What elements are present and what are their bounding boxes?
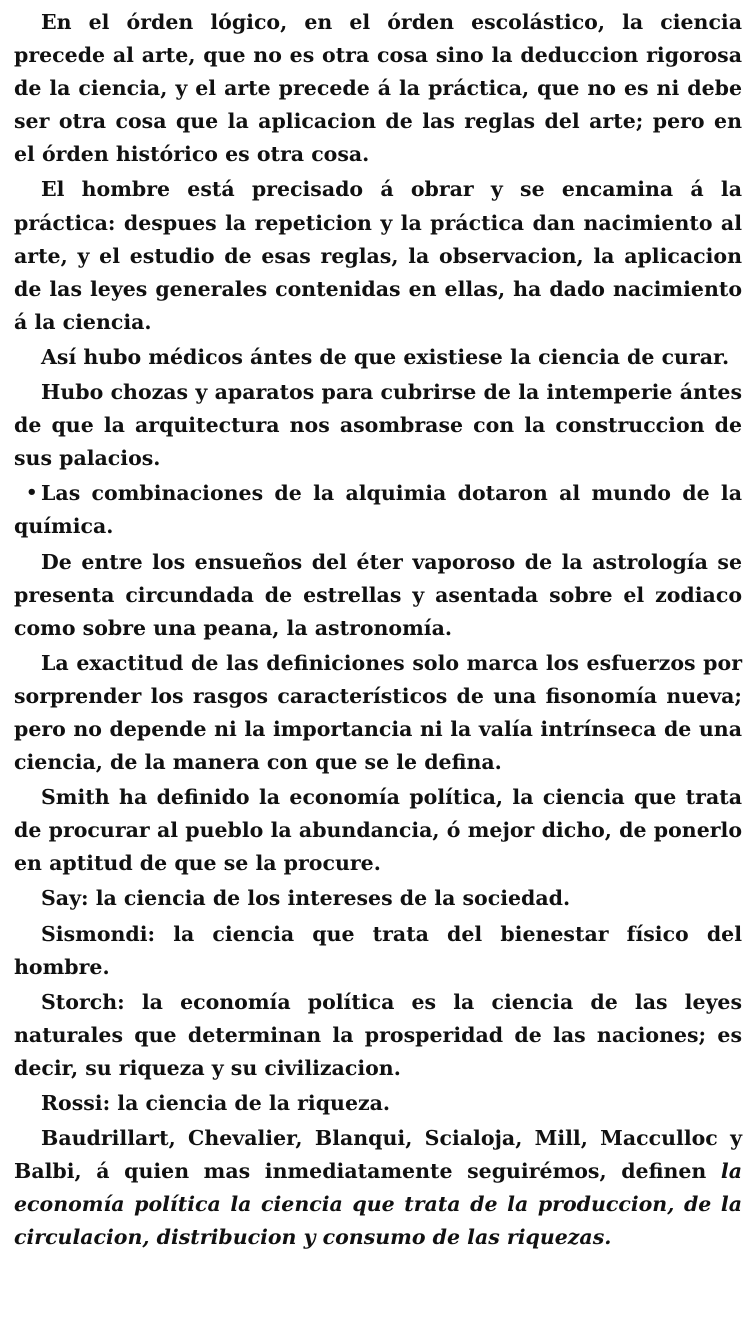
- paragraph-text: Así hubo médicos ántes de que existiese la ciencia de curar.: [41, 344, 730, 369]
- paragraph-astrologia: [14, 546, 742, 645]
- paragraph-text: Las combinaciones de la alquimia dotaron al mundo de la química.: [14, 481, 742, 539]
- paragraph-orden-logico: [14, 6, 742, 171]
- paragraph-text: Say: la ciencia de los intereses de la sociedad.: [41, 886, 571, 911]
- paragraph-text: La exactitud de las definiciones solo marca los esfuerzos por sorprender los rasgos característicos de una fisonomía nueva; pero no depende ni la importancia ni la valía intrínseca de una ciencia, de la manera con que se le defina.: [14, 650, 742, 775]
- paragraph-baudrillart: [14, 1122, 742, 1254]
- paragraph-text: Sismondi: la ciencia que trata del bienestar físico del hombre.: [14, 921, 742, 979]
- paragraph-chozas: [14, 376, 742, 475]
- paragraph-say: [14, 882, 742, 915]
- paragraph-text: Baudrillart, Chevalier, Blanqui, Scialoja, Mill, Macculloc y Balbi, á quien mas inmediatamente seguirémos, definen: [14, 1126, 742, 1184]
- paragraph-medicos: [14, 341, 742, 374]
- paragraph-text: Rossi: la ciencia de la riqueza.: [41, 1091, 391, 1115]
- paragraph-text: En el órden lógico, en el órden escolástico, la ciencia precede al arte, que no es otra cosa sino la deduccion rigorosa de la ciencia, y el arte precede á la práctica, que no es ni debe ser otra cosa que la aplicacion de las reglas del arte; pero en el órden histórico es otra cosa.: [14, 10, 742, 167]
- paragraph-text: De entre los ensueños del éter vaporoso de la astrología se presenta circundada de estrellas y asentada sobre el zodiaco como sobre una peana, la astronomía.: [14, 549, 742, 640]
- paragraph-text: Smith ha definido la economía política, la ciencia que trata de procurar al pueblo la abundancia, ó mejor dicho, de ponerlo en aptitud de que se la procure.: [14, 785, 742, 876]
- paragraph-sismondi: [14, 918, 742, 984]
- margin-mark: •: [26, 482, 38, 504]
- paragraph-rossi: [14, 1087, 742, 1120]
- paragraph-alquimia: [14, 477, 742, 543]
- paragraph-text: El hombre está precisado á obrar y se encamina á la práctica: despues la repeticion y la práctica dan nacimiento al arte, y el estudio de esas reglas, la observacion, la aplicacion de las leyes generales contenidas en ellas, ha dado nacimiento á la ciencia.: [14, 177, 742, 334]
- paragraph-storch: [14, 986, 742, 1085]
- paragraph-hombre-precisado: [14, 173, 742, 338]
- paragraph-text: Hubo chozas y aparatos para cubrirse de la intemperie ántes de que la arquitectura nos asombrase con la construccion de sus palacios.: [14, 380, 742, 471]
- paragraph-smith: [14, 781, 742, 880]
- paragraph-text: Storch: la economía política es la ciencia de las leyes naturales que determinan la prosperidad de las naciones; es decir, su riqueza y su civilizacion.: [14, 989, 742, 1080]
- paragraph-definiciones: [14, 647, 742, 779]
- paragraph-emphasis: la economía política la ciencia que trata de la produccion, de la circulacion, distribucion y consumo de las riquezas.: [14, 1159, 742, 1250]
